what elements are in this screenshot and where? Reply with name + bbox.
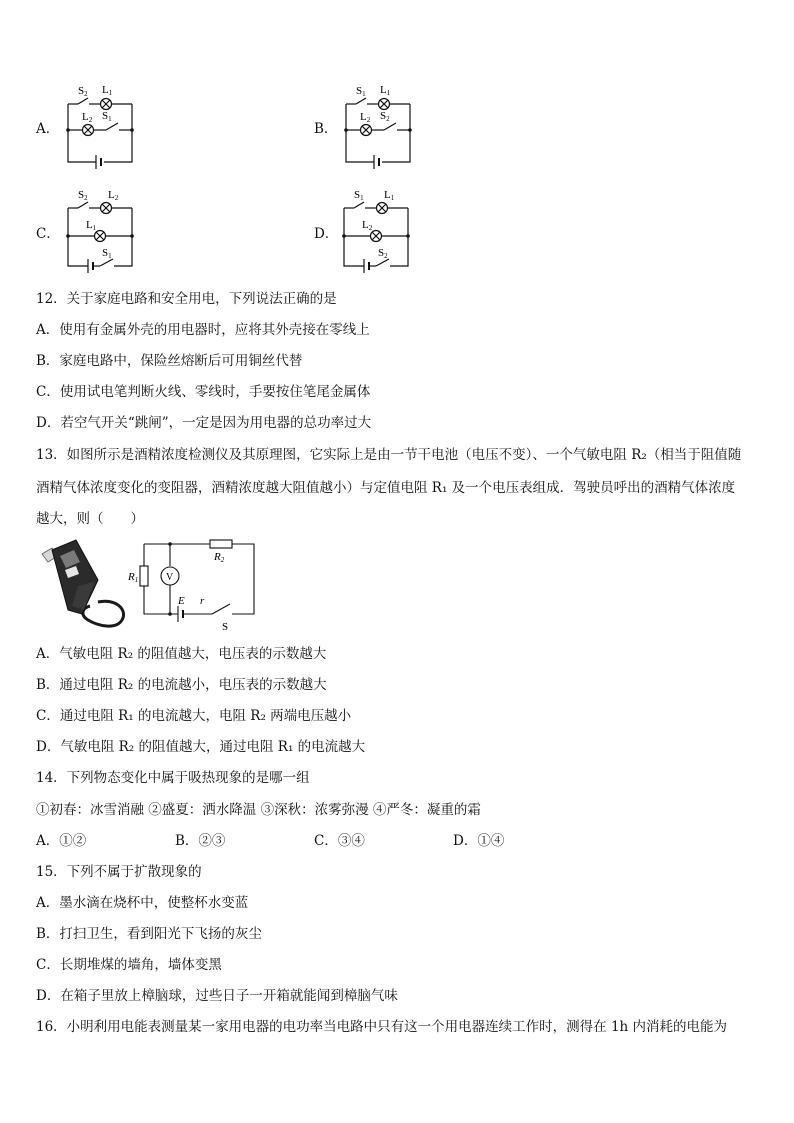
- option-b-label: B．: [314, 121, 338, 137]
- q14-choices: [0, 832, 794, 850]
- q14-option-b: B．②③: [175, 833, 226, 849]
- internal-resistance-label: r: [200, 595, 205, 607]
- lamp-label: L2: [82, 111, 93, 124]
- q13-option-b: B．通过电阻 R₂ 的电流越小，电压表的示数越大: [36, 677, 327, 693]
- r2-label: R2: [214, 551, 225, 564]
- switch-label: S1: [102, 110, 112, 123]
- lamp-label: L2: [108, 189, 119, 202]
- circuit-diagram-a: [60, 82, 140, 168]
- question-15-stem: 15．下列不属于扩散现象的: [36, 864, 202, 880]
- q12-option-d: D．若空气开关“跳闸”，一定是因为用电器的总功率过大: [36, 415, 372, 431]
- q13-option-c: C．通过电阻 R₁ 的电流越大，电阻 R₂ 两端电压越小: [36, 708, 352, 724]
- question-13-stem-line1: 13．如图所示是酒精浓度检测仪及其原理图，它实际上是由一节干电池（电压不变）、一个气敏电阻 R₂（相当于阻值随: [36, 447, 742, 463]
- q14-option-a: A．①②: [36, 833, 87, 849]
- switch-label: S: [222, 621, 229, 633]
- q15-option-c: C．长期堆煤的墙角，墙体变黑: [36, 957, 222, 973]
- q13-option-a: A．气敏电阻 R₂ 的阻值越大，电压表的示数越大: [36, 646, 327, 662]
- q14-option-c: C．③④: [314, 833, 365, 849]
- option-c-label: C．: [36, 226, 60, 242]
- switch-label: S2: [380, 110, 390, 123]
- emf-label: E: [178, 595, 185, 607]
- breathalyzer-image: [38, 540, 130, 630]
- lamp-label: L1: [384, 189, 395, 202]
- option-d-label: D．: [314, 226, 339, 242]
- lamp-label: L1: [380, 84, 391, 97]
- q14-option-d: D．①④: [453, 833, 505, 849]
- q12-option-b: B．家庭电路中，保险丝熔断后可用铜丝代替: [36, 353, 303, 369]
- question-13-stem-line3: 越大，则（ ）: [36, 511, 144, 527]
- switch-label: S1: [102, 247, 112, 260]
- switch-label: S2: [78, 189, 88, 202]
- lamp-label: L2: [360, 111, 371, 124]
- question-12-stem: 12．关于家庭电路和安全用电，下列说法正确的是: [36, 291, 337, 307]
- switch-label: S2: [78, 85, 88, 98]
- question-14-stem: 14．下列物态变化中属于吸热现象的是哪一组: [36, 770, 310, 786]
- q12-option-a: A．使用有金属外壳的用电器时，应将其外壳接在零线上: [36, 322, 370, 338]
- switch-label: S1: [354, 189, 364, 202]
- voltmeter-label: V: [166, 572, 174, 583]
- r1-label: R1: [128, 571, 139, 584]
- lamp-label: L1: [86, 219, 97, 232]
- circuit-diagram-c: [60, 186, 140, 272]
- option-a-label: A．: [36, 121, 60, 137]
- q15-option-d: D．在箱子里放上樟脑球，过些日子一开箱就能闻到樟脑气味: [36, 988, 398, 1004]
- question-16-stem: 16．小明利用电能表测量某一家用电器的电功率当电路中只有这一个用电器连续工作时，测得在 1h 内消耗的电能为: [36, 1019, 728, 1035]
- q15-option-a: A．墨水滴在烧杯中，使整杯水变蓝: [36, 895, 249, 911]
- circuit-diagram-b: [338, 82, 418, 168]
- q15-option-b: B．打扫卫生，看到阳光下飞扬的灰尘: [36, 926, 262, 942]
- q12-option-c: C．使用试电笔判断火线、零线时，手要按住笔尾金属体: [36, 384, 371, 400]
- lamp-label: L1: [102, 84, 113, 97]
- switch-label: S2: [378, 247, 388, 260]
- q13-circuit-diagram: [128, 538, 264, 634]
- question-13-stem-line2: 酒精气体浓度变化的变阻器，酒精浓度越大阻值越小）与定值电阻 R₁ 及一个电压表组成．驾驶员呼出的酒精气体浓度: [36, 480, 736, 496]
- switch-label: S1: [356, 85, 366, 98]
- q13-option-d: D．气敏电阻 R₂ 的阻值越大，通过电阻 R₁ 的电流越大: [36, 739, 366, 755]
- q14-items: ①初春：冰雪消融 ②盛夏：洒水降温 ③深秋：浓雾弥漫 ④严冬：凝重的霜: [36, 802, 481, 818]
- circuit-diagram-d: [336, 186, 416, 272]
- lamp-label: L2: [362, 219, 373, 232]
